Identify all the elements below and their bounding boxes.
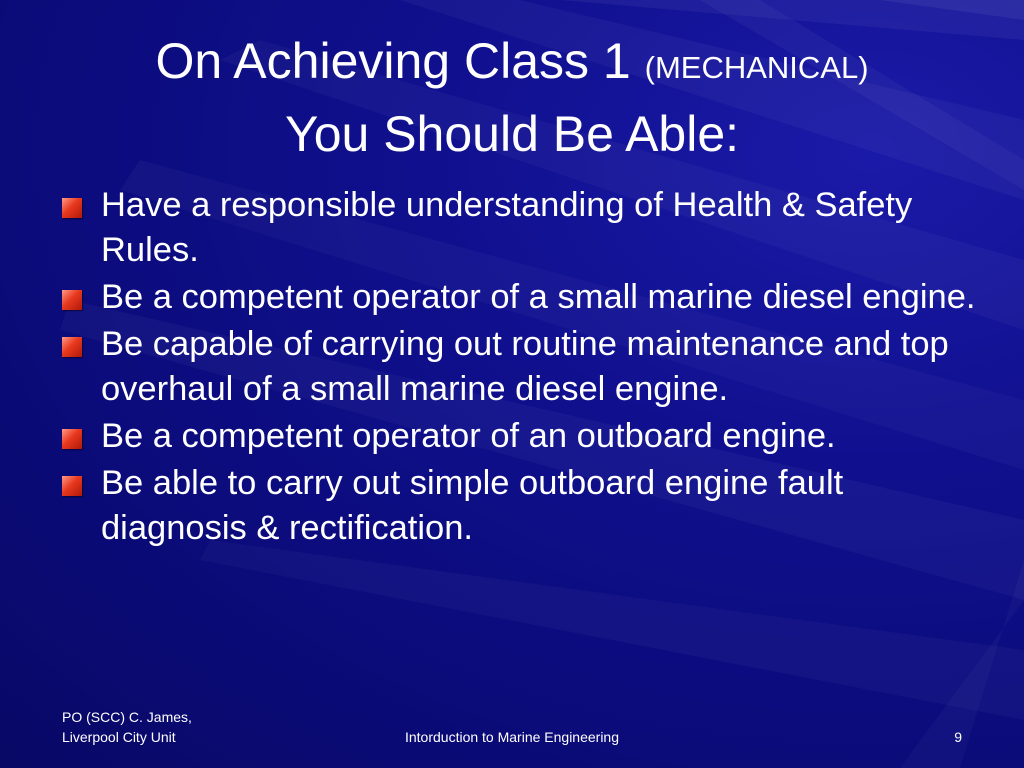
footer-author-line-2: Liverpool City Unit — [62, 729, 176, 745]
bullet-list — [60, 183, 980, 553]
bullet-square-icon — [62, 337, 82, 357]
bullet-item — [60, 414, 980, 459]
bullet-square-icon — [62, 476, 82, 496]
footer-author — [62, 707, 192, 747]
title-paren: (MECHANICAL) — [644, 50, 869, 85]
footer-course-title: Intorduction to Marine Engineering — [404, 729, 620, 745]
title-line-1 — [0, 28, 1024, 101]
title-line-2: You Should Be Able: — [284, 106, 740, 162]
slide-title — [0, 28, 1024, 167]
bullet-item — [60, 322, 980, 412]
bullet-text: Be a competent operator of an outboard engine. — [101, 417, 836, 455]
title-line-1-text: On Achieving Class 1 — [155, 33, 631, 89]
bullet-text: Be a competent operator of a small marine diesel engine. — [101, 278, 976, 316]
bullet-square-icon — [62, 290, 82, 310]
slide-number: 9 — [954, 729, 962, 745]
bullet-text: Be able to carry out simple outboard engine fault diagnosis & rectification. — [101, 464, 844, 547]
bullet-text: Have a responsible understanding of Health & Safety Rules. — [101, 186, 913, 269]
bullet-item — [60, 275, 980, 320]
bullet-square-icon — [62, 429, 82, 449]
bullet-item — [60, 461, 980, 551]
bullet-item — [60, 183, 980, 273]
bullet-square-icon — [62, 198, 82, 218]
footer-author-line-1: PO (SCC) C. James, — [62, 709, 192, 725]
bullet-text: Be capable of carrying out routine maintenance and top overhaul of a small marine diesel engine. — [101, 325, 949, 408]
